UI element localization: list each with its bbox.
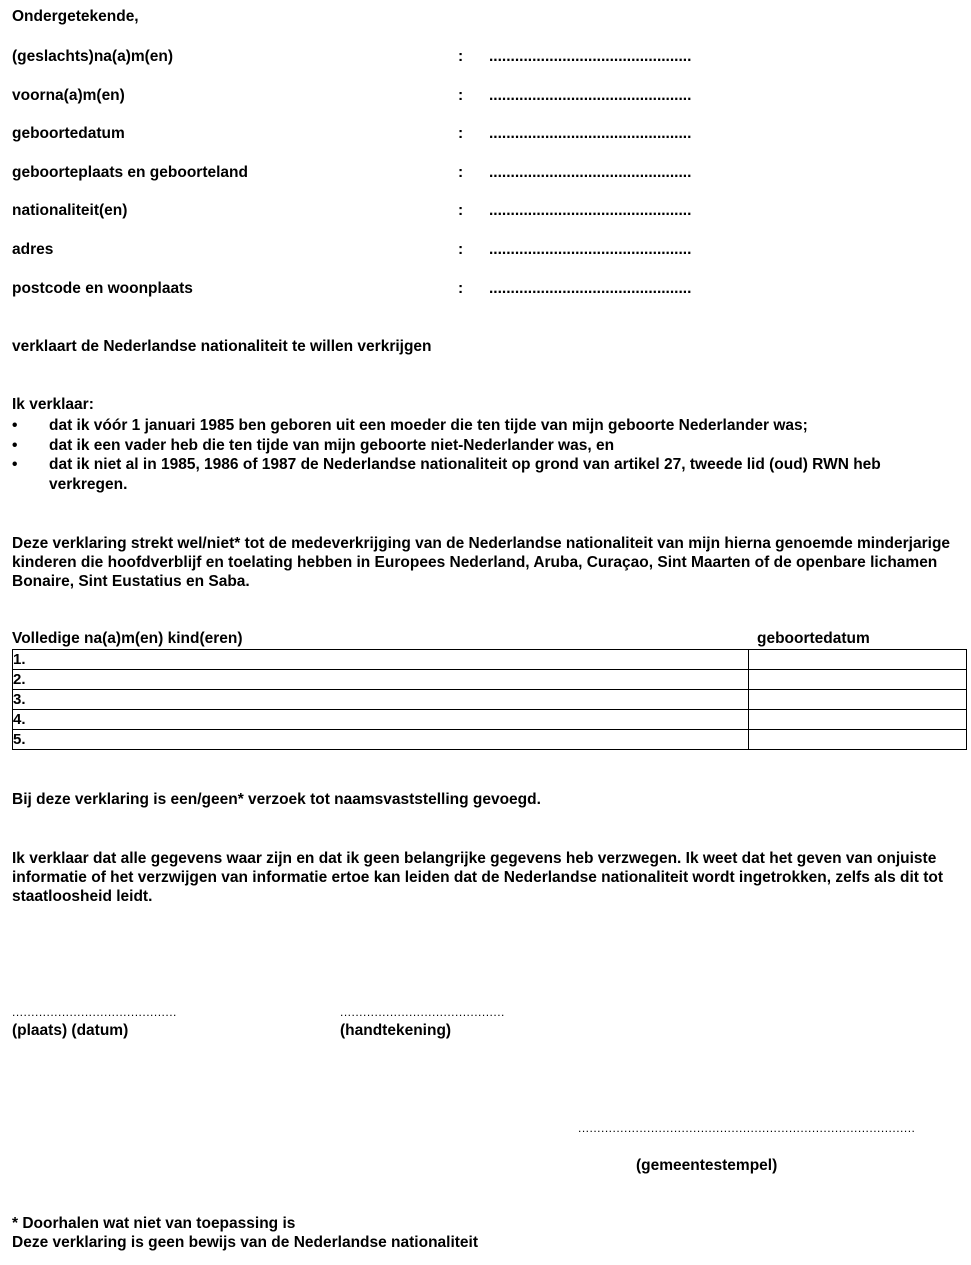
child-date-cell[interactable] (749, 650, 967, 670)
list-item (12, 416, 962, 436)
field-label: geboortedatum (12, 125, 125, 142)
children-name-header: Volledige na(a)m(en) kind(eren) (12, 630, 243, 647)
table-row (13, 650, 967, 670)
child-name-cell[interactable]: 1. (13, 650, 749, 670)
child-name-cell[interactable]: 3. (13, 690, 749, 710)
field-fill-line[interactable]: ............................................... (489, 87, 692, 104)
field-colon: : (458, 125, 464, 142)
field-label: (geslachts)na(a)m(en) (12, 48, 174, 65)
stamp-label: (gemeentestempel) (636, 1157, 778, 1174)
field-fill-line[interactable]: ............................................... (489, 202, 692, 219)
child-name-cell[interactable]: 5. (13, 730, 749, 750)
children-date-header: geboortedatum (757, 630, 870, 647)
place-date-line[interactable]: ........................................... (12, 1005, 177, 1019)
signature-line[interactable]: ........................................... (340, 1005, 505, 1019)
declaration-line: verklaart de Nederlandse nationaliteit te willen verkrijgen (12, 338, 432, 355)
list-item (12, 455, 962, 494)
table-row (13, 690, 967, 710)
bullet-icon: • (12, 417, 18, 434)
table-row (13, 670, 967, 690)
field-fill-line[interactable]: ............................................... (489, 241, 692, 258)
field-colon: : (458, 202, 464, 219)
children-table (12, 649, 967, 750)
field-label: nationaliteit(en) (12, 202, 128, 219)
field-colon: : (458, 87, 464, 104)
child-name-cell[interactable]: 2. (13, 670, 749, 690)
list-item-text: dat ik niet al in 1985, 1986 of 1987 de Nederlandse nationaliteit op grond van artikel 27, tweede lid (oud) RWN heb verkregen. (49, 456, 881, 493)
field-colon: : (458, 48, 464, 65)
table-row (13, 730, 967, 750)
child-date-cell[interactable] (749, 730, 967, 750)
field-fill-line[interactable]: ............................................... (489, 125, 692, 142)
field-label: geboorteplaats en geboorteland (12, 164, 248, 181)
child-name-cell[interactable]: 4. (13, 710, 749, 730)
ik-verklaar-title: Ik verklaar: (12, 396, 94, 413)
intro-text: Ondergetekende, (12, 8, 139, 25)
field-fill-line[interactable]: ............................................... (489, 48, 692, 65)
stamp-line[interactable]: ........................................................................................ (578, 1121, 916, 1135)
footnote-strike: * Doorhalen wat niet van toepassing is (12, 1215, 296, 1232)
children-paragraph: Deze verklaring strekt wel/niet* tot de medeverkrijging van de Nederlandse nationaliteit van mijn hierna genoemde minderjarige kinderen die hoofdverblijf en toelating hebben in Europees Nederland, Aruba, Curaçao, Sint Maarten of de openbare lichamen Bonaire, Sint Eustatius en Saba. (12, 535, 951, 590)
child-date-cell[interactable] (749, 710, 967, 730)
ik-verklaar-list (12, 416, 962, 494)
table-row (13, 710, 967, 730)
child-date-cell[interactable] (749, 690, 967, 710)
place-date-label: (plaats) (datum) (12, 1022, 129, 1039)
field-label: adres (12, 241, 54, 258)
field-label: voorna(a)m(en) (12, 87, 125, 104)
footnote-disclaimer: Deze verklaring is geen bewijs van de Nederlandse nationaliteit (12, 1234, 479, 1251)
truth-statement: Ik verklaar dat alle gegevens waar zijn en dat ik geen belangrijke gegevens heb verzwegen. Ik weet dat het geven van onjuiste informatie of het verzwijgen van informatie ertoe kan leiden dat de Nederlandse nationaliteit wordt ingetrokken, zelfs als dit tot staatloosheid leidt. (12, 850, 944, 905)
field-fill-line[interactable]: ............................................... (489, 280, 692, 297)
bullet-icon: • (12, 436, 18, 454)
child-date-cell[interactable] (749, 670, 967, 690)
list-item-text: dat ik een vader heb die ten tijde van mijn geboorte niet-Nederlander was, en (49, 436, 615, 454)
list-item (12, 436, 962, 456)
field-colon: : (458, 280, 464, 297)
signature-label: (handtekening) (340, 1022, 452, 1039)
bullet-icon: • (12, 456, 18, 473)
field-colon: : (458, 164, 464, 181)
field-label: postcode en woonplaats (12, 280, 193, 297)
name-request-text: Bij deze verklaring is een/geen* verzoek tot naamsvaststelling gevoegd. (12, 791, 541, 808)
list-item-text: dat ik vóór 1 januari 1985 ben geboren uit een moeder die ten tijde van mijn geboorte Nederlander was; (49, 417, 808, 434)
field-colon: : (458, 241, 464, 258)
field-fill-line[interactable]: ............................................... (489, 164, 692, 181)
